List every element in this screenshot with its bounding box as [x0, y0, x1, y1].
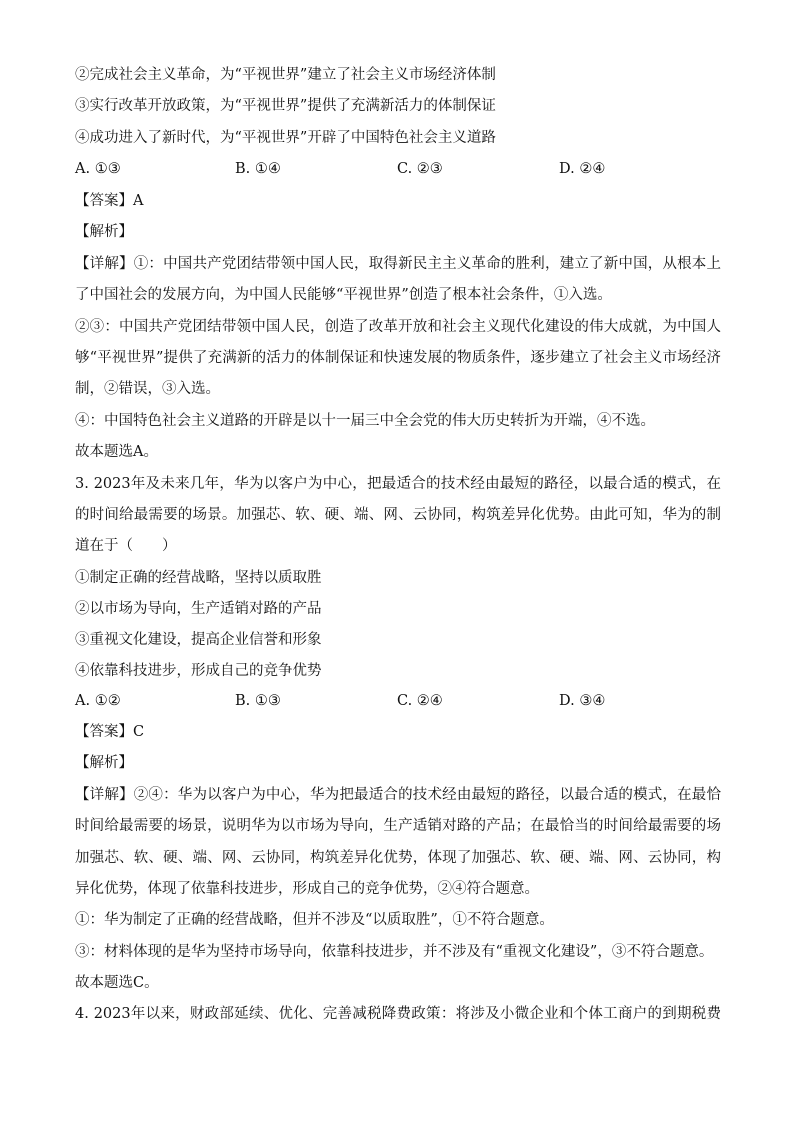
q3-stem-line-3: 道在于（ ） [75, 538, 177, 554]
q3-option-c: C. ②④ [397, 693, 443, 709]
q4-stem-line-1: 4. 2023年以来，财政部延续、优化、完善减税降费政策：将涉及小微企业和个体工商户的到期税费 [75, 1006, 721, 1022]
q3-detail-line-6: ③：材料体现的是华为坚持市场导向，依靠科技进步，并不涉及有“重视文化建设”，③不符合题意。 [75, 944, 714, 960]
q2-options [75, 159, 715, 179]
q2-detail-line-1: 【详解】①：中国共产党团结带领中国人民，取得新民主主义革命的胜利，建立了新中国，从根本上 [75, 256, 721, 272]
q3-stem-line-2: 的时间给最需要的场景。加强芯、软、硬、端、网、云协同，构筑差异化优势。由此可知，华为的制 [75, 507, 721, 523]
q3-option-a: A. ①② [75, 693, 121, 709]
q3-option-d: D. ③④ [559, 693, 606, 709]
q3-detail-line-2: 时间给最需要的场景，说明华为以市场为导向，生产适销对路的产品；在最恰当的时间给最需要的场 [75, 818, 721, 834]
q2-statement-3: ③实行改革开放政策，为“平视世界”提供了充满新活力的体制保证 [75, 98, 496, 114]
q2-detail-line-2: 了中国社会的发展方向，为中国人民能够“平视世界”创造了根本社会条件，①入选。 [75, 287, 612, 303]
q3-statement-1: ①制定正确的经营战略，坚持以质取胜 [75, 570, 322, 586]
q3-detail-line-3: 加强芯、软、硬、端、网、云协同，构筑差异化优势，体现了加强芯、软、硬、端、网、云协同，构 [75, 850, 721, 866]
q2-statement-2: ②完成社会主义革命，为“平视世界”建立了社会主义市场经济体制 [75, 67, 496, 83]
q2-detail-line-3: ②③：中国共产党团结带领中国人民，创造了改革开放和社会主义现代化建设的伟大成就，为中国人 [75, 319, 721, 335]
q2-detail-line-6: ④：中国特色社会主义道路的开辟是以十一届三中全会党的伟大历史转折为开端，④不选。 [75, 413, 655, 429]
q3-option-b: B. ①③ [235, 693, 281, 709]
q3-analysis-heading: 【解析】 [75, 755, 133, 771]
q3-statement-4: ④依靠科技进步，形成自己的竞争优势 [75, 663, 322, 679]
q3-statement-2: ②以市场为导向，生产适销对路的产品 [75, 601, 322, 617]
q3-detail-line-4: 异化优势，体现了依靠科技进步，形成自己的竞争优势，②④符合题意。 [75, 881, 539, 897]
q3-conclusion: 故本题选C。 [75, 975, 159, 991]
q3-statement-3: ③重视文化建设，提高企业信誉和形象 [75, 632, 322, 648]
q2-detail-line-5: 制，②错误，③入选。 [75, 381, 220, 397]
q2-statement-4: ④成功进入了新时代，为“平视世界”开辟了中国特色社会主义道路 [75, 130, 496, 146]
q2-option-b: B. ①④ [235, 161, 281, 177]
q3-detail-line-1: 【详解】②④：华为以客户为中心，华为把最适合的技术经由最短的路径，以最合适的模式，在最恰 [75, 787, 721, 803]
q3-options [75, 691, 715, 711]
q3-detail-line-5: ①：华为制定了正确的经营战略，但并不涉及“以质取胜”，①不符合题意。 [75, 912, 554, 928]
q2-detail-line-4: 够“平视世界”提供了充满新的活力的体制保证和快速发展的物质条件，逐步建立了社会主义市场经济 [75, 350, 721, 366]
q2-analysis-heading: 【解析】 [75, 224, 133, 240]
q3-answer: 【答案】C [75, 724, 145, 740]
q3-stem-line-1: 3. 2023年及未来几年，华为以客户为中心，把最适合的技术经由最短的路径，以最合适的模式，在 [75, 476, 721, 492]
q2-option-a: A. ①③ [75, 161, 121, 177]
q2-option-c: C. ②③ [397, 161, 443, 177]
q2-option-d: D. ②④ [559, 161, 606, 177]
q2-conclusion: 故本题选A。 [75, 444, 158, 460]
q2-answer: 【答案】A [75, 193, 144, 209]
